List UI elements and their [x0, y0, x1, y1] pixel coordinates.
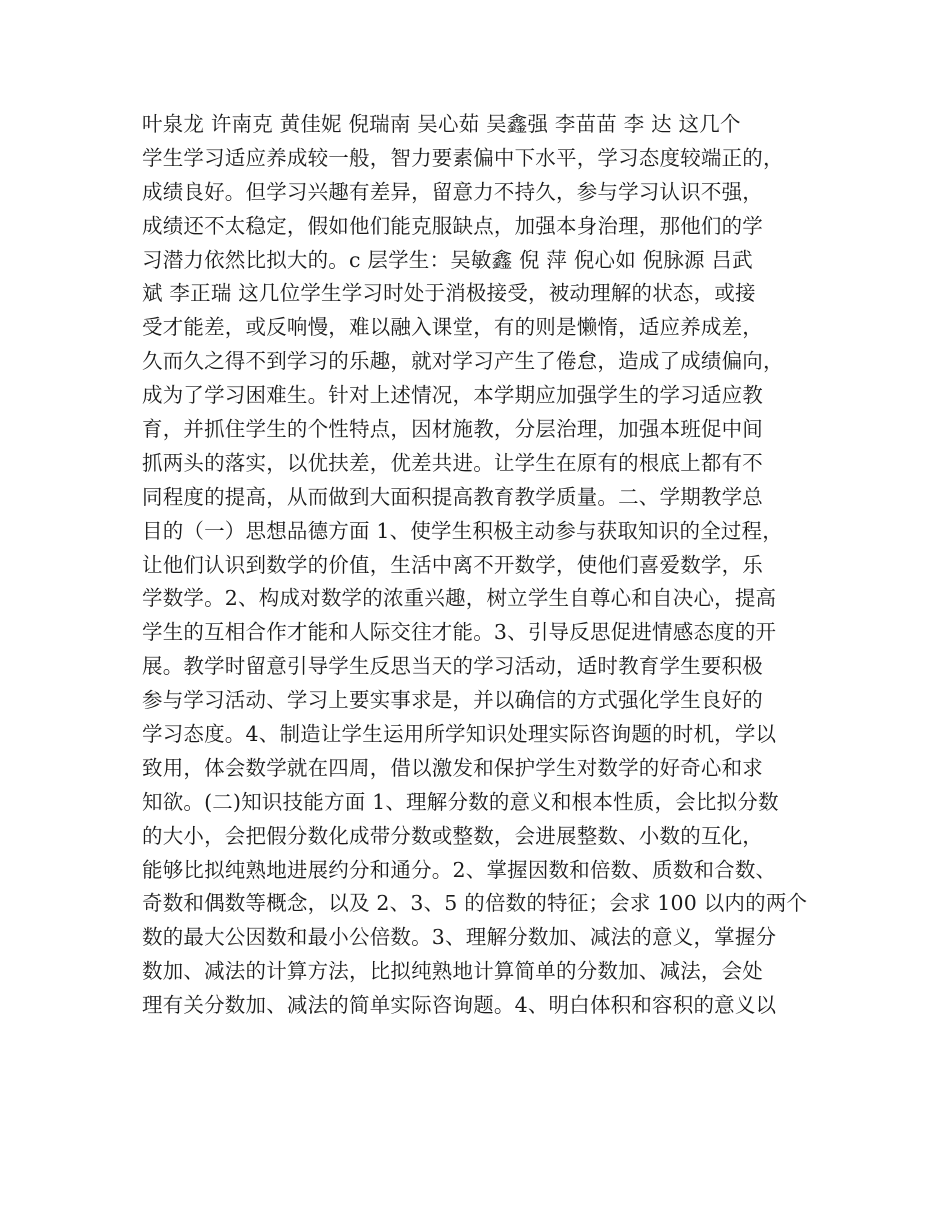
text-line: 同程度的提高，从而做到大面积提高教育教学质量。二、学期教学总	[142, 484, 763, 509]
text-line: 数的最大公因数和最小公倍数。3、理解分数加、减法的意义，掌握分	[142, 925, 777, 950]
text-line: 奇数和偶数等概念，以及 2、3、5 的倍数的特征；会求 100 以内的两个	[142, 891, 808, 916]
text-line: 叶泉龙 许南克 黄佳妮 倪瑞南 吴心茹 吴鑫强 李苗苗 李 达 这几个	[142, 112, 741, 136]
text-line: 展。教学时留意引导学生反思当天的学习活动，适时教育学生要积极	[142, 654, 763, 679]
text-line: 受才能差，或反响慢，难以融入课堂，有的则是懒惰，适应养成差，	[142, 315, 763, 340]
text-line: 育，并抓住学生的个性特点，因材施教，分层治理，加强本班促中间	[142, 417, 763, 442]
text-line: 让他们认识到数学的价值，生活中离不开数学，使他们喜爱数学，乐	[142, 552, 763, 577]
text-line: 目的（一）思想品德方面 1、使学生积极主动参与获取知识的全过程，	[142, 518, 783, 543]
text-line: 成绩还不太稳定，假如他们能克服缺点，加强本身治理，那他们的学	[142, 213, 763, 238]
text-line: 能够比拟纯熟地进展约分和通分。2、掌握因数和倍数、质数和合数、	[142, 857, 777, 882]
text-line: 参与学习活动、学习上要实事求是，并以确信的方式强化学生良好的	[142, 688, 763, 713]
text-line: 理有关分数加、减法的简单实际咨询题。4、明白体积和容积的意义以	[142, 993, 777, 1018]
text-line: 的大小，会把假分数化成带分数或整数，会进展整数、小数的互化，	[142, 823, 763, 848]
text-line: 学习态度。4、制造让学生运用所学知识处理实际咨询题的时机，学以	[142, 722, 777, 747]
text-line: 久而久之得不到学习的乐趣，就对学习产生了倦怠，造成了成绩偏向，	[142, 349, 784, 374]
text-line: 成绩良好。但学习兴趣有差异，留意力不持久，参与学习认识不强，	[142, 179, 763, 204]
text-line: 致用，体会数学就在四周，借以激发和保护学生对数学的好奇心和求	[142, 755, 763, 780]
text-line: 学生的互相合作才能和人际交往才能。3、引导反思促进情感态度的开	[142, 620, 777, 645]
text-line: 知欲。(二)知识技能方面 1、理解分数的意义和根本性质，会比拟分数	[142, 789, 779, 814]
text-line: 抓两头的落实，以优扶差，优差共进。让学生在原有的根底上都有不	[142, 450, 763, 475]
body-text	[142, 108, 822, 1023]
text-line: 学数学。2、构成对数学的浓重兴趣，树立学生自尊心和自决心，提高	[142, 586, 777, 611]
text-line: 学生学习适应养成较一般，智力要素偏中下水平，学习态度较端正的，	[142, 145, 784, 170]
text-line: 习潜力依然比拟大的。c 层学生：吴敏鑫 倪 萍 倪心如 倪脉源 吕武	[142, 247, 753, 272]
text-line: 数加、减法的计算方法，比拟纯熟地计算简单的分数加、减法，会处	[142, 959, 763, 984]
text-line: 成为了学习困难生。针对上述情况，本学期应加强学生的学习适应教	[142, 383, 763, 408]
text-line: 斌 李正瑞 这几位学生学习时处于消极接受，被动理解的状态，或接	[142, 281, 756, 306]
